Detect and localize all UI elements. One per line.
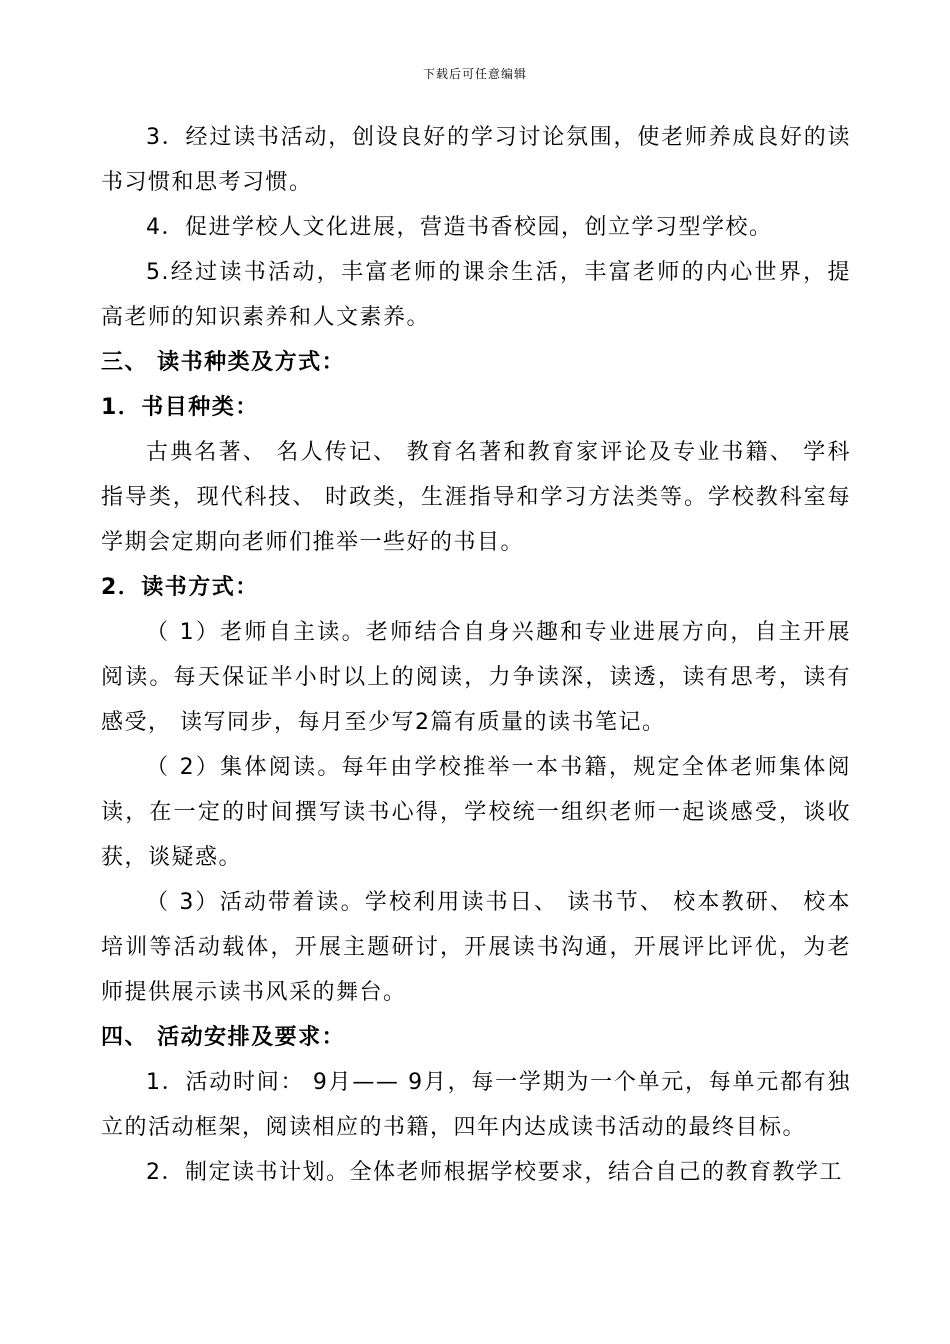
section-heading-4: 四、 活动安排及要求： [101, 1025, 346, 1050]
paragraph-reading-plan: 2．制定读书计划。全体老师根据学校要求，结合自己的教育教学工 [146, 1160, 843, 1185]
subsection-heading-book-types: 1．书目种类： [101, 395, 259, 420]
paragraph-book-types: 古典名著、 名人传记、 教育名著和教育家评论及专业书籍、 学科指导类，现代科技、 时政类，生涯指导和学习方法类等。学校教科室每学期会定期向老师们推举一些好的书目。 [101, 440, 851, 555]
paragraph-activity-time: 1．活动时间： 9月—— 9月，每一学期为一个单元，每单元都有独立的活动框架，阅读相应的书籍，四年内达成读书活动的最终目标。 [101, 1070, 851, 1140]
paragraph-goal-3: 3．经过读书活动，创设良好的学习讨论氛围，使老师养成良好的读书习惯和思考习惯。 [101, 125, 851, 195]
paragraph-method-3: （ 3）活动带着读。学校利用读书日、 读书节、 校本教研、 校本培训等活动载体，开展主题研讨，开展读书沟通，开展评比评优，为老师提供展示读书风采的舞台。 [101, 890, 851, 1005]
header-note: 下载后可任意编辑 [422, 67, 527, 81]
paragraph-method-1: （ 1）老师自主读。老师结合自身兴趣和专业进展方向，自主开展阅读。每天保证半小时以上的阅读，力争读深，读透，读有思考，读有感受， 读写同步，每月至少写2篇有质量的读书笔记。 [101, 620, 851, 735]
section-heading-3: 三、 读书种类及方式： [101, 350, 346, 375]
subsection-heading-reading-methods: 2．读书方式： [101, 575, 259, 600]
paragraph-method-2: （ 2）集体阅读。每年由学校推举一本书籍，规定全体老师集体阅读，在一定的时间撰写读书心得，学校统一组织老师一起谈感受，谈收获，谈疑惑。 [101, 755, 851, 870]
paragraph-goal-4: 4．促进学校人文化进展，营造书香校园，创立学习型学校。 [146, 215, 773, 240]
document-body [101, 115, 851, 1195]
paragraph-goal-5: 5.经过读书活动，丰富老师的课余生活，丰富老师的内心世界，提高老师的知识素养和人文素养。 [101, 260, 851, 330]
